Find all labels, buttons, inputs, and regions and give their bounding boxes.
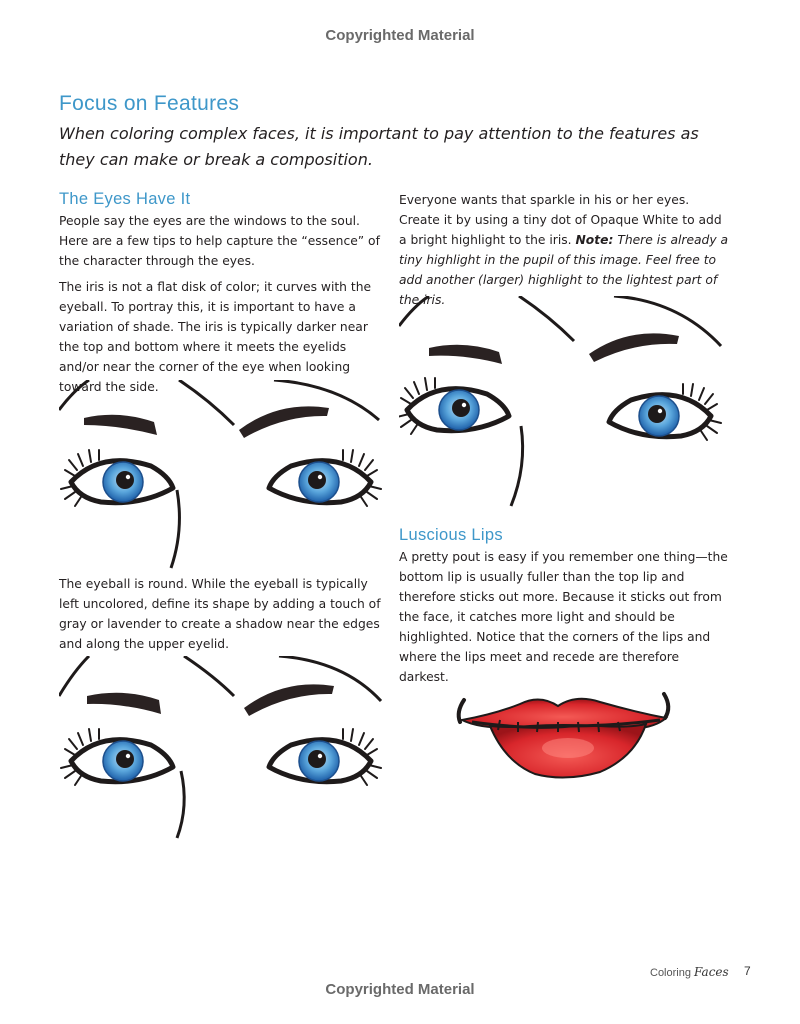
- lips-paragraph: A pretty pout is easy if you remember one thing—the bottom lip is usually fuller than the top lip and therefore sticks out more. Because it sticks out from the face, it catches more light and should be highlighted. Notice that the corners of the lips and where the lips meet and recede are therefore darkest.: [399, 550, 728, 684]
- footer-brand: [650, 965, 729, 979]
- eyes-intro-paragraph: People say the eyes are the windows to the soul. Here are a few tips to help capture the “essence” of the character through the eyes.: [59, 214, 380, 268]
- copyright-watermark-bottom: Copyrighted Material: [325, 981, 475, 998]
- intro-text: When coloring complex faces, it is important to pay attention to the features as they can make or break a composition.: [59, 124, 699, 169]
- lips-illustration: [450, 682, 680, 787]
- eyes-illustration-sparkle: [399, 296, 724, 508]
- eyes-illustration-iris: [59, 380, 384, 570]
- eyes-illustration-eyeball: [59, 656, 384, 841]
- footer-brand-script: Faces: [694, 965, 729, 979]
- copyright-watermark-top: Copyrighted Material: [325, 27, 475, 44]
- iris-paragraph: The iris is not a flat disk of color; it curves with the eyeball. To portray this, it is important to have a variation of shade. The iris is typically darker near the top and bottom where it meets the eyelids and/or near the corner of the eye when looking toward the side.: [59, 280, 372, 394]
- sparkle-note-text: There is already a tiny highlight in the pupil of this image. Feel free to add another (larger) highlight to the lightest part of the iris.: [399, 233, 729, 307]
- page-number: 7: [744, 964, 751, 978]
- lips-section-heading: Luscious Lips: [399, 526, 503, 544]
- page-title: Focus on Features: [59, 92, 240, 115]
- sparkle-paragraph: [399, 190, 729, 310]
- footer-brand-prefix: Coloring: [650, 967, 691, 979]
- sparkle-note-label: Note:: [575, 233, 614, 247]
- eyeball-paragraph: The eyeball is round. While the eyeball is typically left uncolored, define its shape by adding a touch of gray or lavender to create a shadow near the edges and along the upper eyelid.: [59, 577, 381, 651]
- sparkle-text: Everyone wants that sparkle in his or her eyes. Create it by using a tiny dot of Opaque White to add a bright highlight to the iris.: [399, 193, 722, 247]
- eyes-section-heading: The Eyes Have It: [59, 190, 191, 208]
